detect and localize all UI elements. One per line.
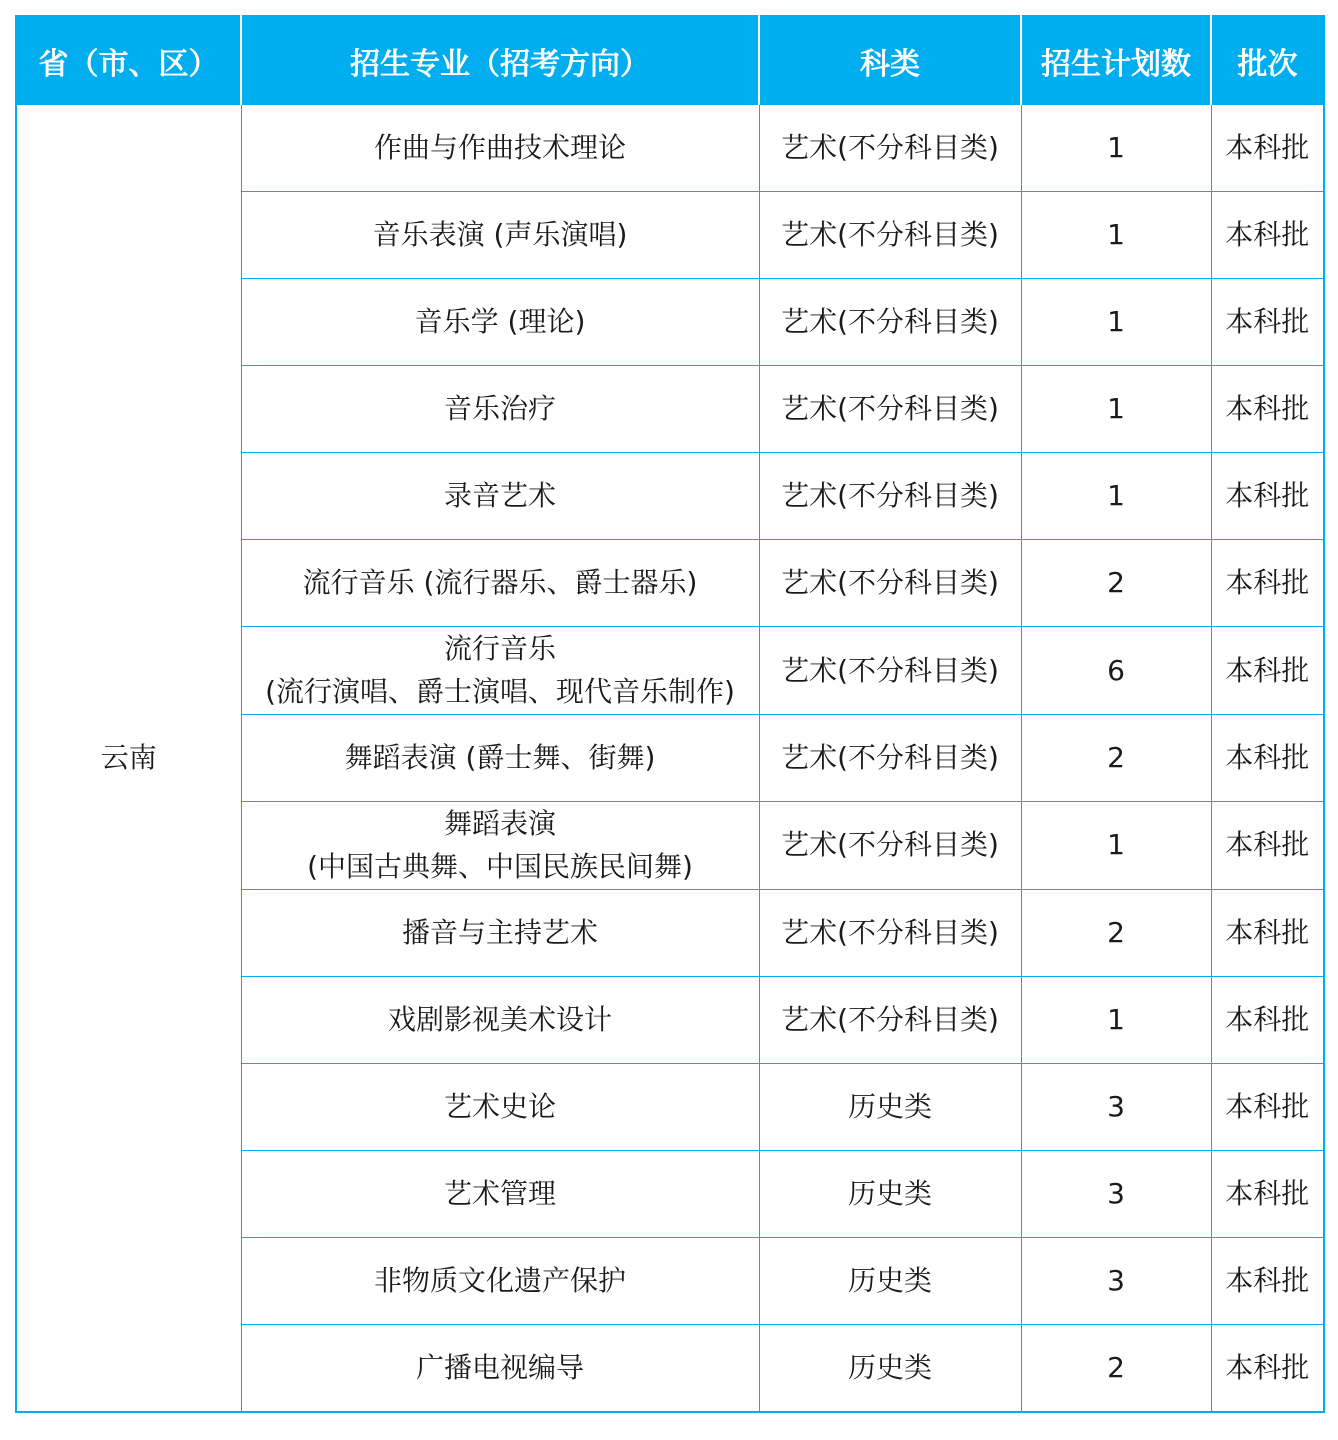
- batch-cell: 本科批: [1211, 1324, 1324, 1412]
- batch-cell: 本科批: [1211, 627, 1324, 715]
- plan-cell: 1: [1021, 976, 1211, 1063]
- table-body: [16, 105, 1324, 1412]
- category-cell: 艺术(不分科目类): [759, 889, 1021, 976]
- plan-cell: 2: [1021, 889, 1211, 976]
- major-text: (中国古典舞、中国民族民间舞): [307, 850, 693, 884]
- plan-cell: 6: [1021, 627, 1211, 715]
- major-cell: [241, 540, 759, 627]
- plan-cell: 1: [1021, 366, 1211, 453]
- major-cell: [241, 279, 759, 366]
- enrollment-plan-table: [15, 15, 1325, 1413]
- major-cell: [241, 192, 759, 279]
- batch-cell: 本科批: [1211, 279, 1324, 366]
- plan-cell: 1: [1021, 801, 1211, 889]
- plan-cell: 3: [1021, 1150, 1211, 1237]
- header-province: 省（市、区）: [16, 16, 241, 105]
- major-cell: [241, 1237, 759, 1324]
- table-header-row: [16, 16, 1324, 105]
- category-cell: 艺术(不分科目类): [759, 976, 1021, 1063]
- category-cell: 艺术(不分科目类): [759, 627, 1021, 715]
- category-cell: 艺术(不分科目类): [759, 453, 1021, 540]
- plan-cell: 3: [1021, 1063, 1211, 1150]
- major-text: 音乐治疗: [443, 392, 556, 426]
- category-cell: 艺术(不分科目类): [759, 540, 1021, 627]
- category-cell: 历史类: [759, 1324, 1021, 1412]
- major-text: 音乐表演 (声乐演唱): [372, 218, 628, 252]
- plan-cell: 2: [1021, 540, 1211, 627]
- batch-cell: 本科批: [1211, 453, 1324, 540]
- major-text: 戏剧影视美术设计: [387, 1002, 612, 1036]
- major-cell: [241, 714, 759, 801]
- major-text: (流行演唱、爵士演唱、现代音乐制作): [265, 675, 735, 709]
- category-cell: 历史类: [759, 1150, 1021, 1237]
- major-text: 舞蹈表演: [443, 806, 556, 840]
- major-cell: [241, 366, 759, 453]
- major-text: 艺术管理: [443, 1176, 556, 1210]
- major-text: 录音艺术: [443, 479, 556, 513]
- batch-cell: 本科批: [1211, 889, 1324, 976]
- major-text: 流行音乐: [443, 632, 556, 665]
- major-text: 非物质文化遗产保护: [373, 1263, 626, 1297]
- batch-cell: 本科批: [1211, 1237, 1324, 1324]
- plan-cell: 1: [1021, 105, 1211, 192]
- category-cell: 艺术(不分科目类): [759, 105, 1021, 192]
- batch-cell: 本科批: [1211, 366, 1324, 453]
- category-cell: 艺术(不分科目类): [759, 279, 1021, 366]
- header-batch: 批次: [1211, 16, 1324, 105]
- major-cell: [241, 801, 759, 889]
- province-cell: 云南: [16, 105, 241, 1412]
- major-cell: [241, 627, 759, 715]
- category-cell: 历史类: [759, 1237, 1021, 1324]
- header-major: 招生专业（招考方向）: [241, 16, 759, 105]
- header-plan: 招生计划数: [1021, 16, 1211, 105]
- batch-cell: 本科批: [1211, 801, 1324, 889]
- major-text: 舞蹈表演 (爵士舞、街舞): [344, 741, 656, 775]
- plan-cell: 1: [1021, 453, 1211, 540]
- major-text: 作曲与作曲技术理论: [373, 131, 626, 165]
- category-cell: 艺术(不分科目类): [759, 366, 1021, 453]
- batch-cell: 本科批: [1211, 714, 1324, 801]
- major-cell: [241, 976, 759, 1063]
- major-cell: [241, 1063, 759, 1150]
- batch-cell: 本科批: [1211, 1150, 1324, 1237]
- category-cell: 历史类: [759, 1063, 1021, 1150]
- plan-cell: 1: [1021, 192, 1211, 279]
- batch-cell: 本科批: [1211, 105, 1324, 192]
- major-cell: [241, 1324, 759, 1412]
- table-row: [16, 105, 1324, 192]
- plan-cell: 1: [1021, 279, 1211, 366]
- category-cell: 艺术(不分科目类): [759, 801, 1021, 889]
- major-cell: [241, 889, 759, 976]
- major-cell: [241, 453, 759, 540]
- batch-cell: 本科批: [1211, 192, 1324, 279]
- major-text: 音乐学 (理论): [414, 305, 586, 339]
- plan-cell: 2: [1021, 714, 1211, 801]
- batch-cell: 本科批: [1211, 1063, 1324, 1150]
- major-cell: [241, 105, 759, 192]
- header-category: 科类: [759, 16, 1021, 105]
- category-cell: 艺术(不分科目类): [759, 714, 1021, 801]
- major-cell: [241, 1150, 759, 1237]
- plan-cell: 3: [1021, 1237, 1211, 1324]
- category-cell: 艺术(不分科目类): [759, 192, 1021, 279]
- major-text: 广播电视编导: [415, 1350, 584, 1384]
- major-text: 艺术史论: [443, 1089, 556, 1123]
- batch-cell: 本科批: [1211, 540, 1324, 627]
- plan-cell: 2: [1021, 1324, 1211, 1412]
- batch-cell: 本科批: [1211, 976, 1324, 1063]
- major-text: 播音与主持艺术: [401, 915, 598, 949]
- major-text: 流行音乐 (流行器乐、爵士器乐): [302, 566, 698, 600]
